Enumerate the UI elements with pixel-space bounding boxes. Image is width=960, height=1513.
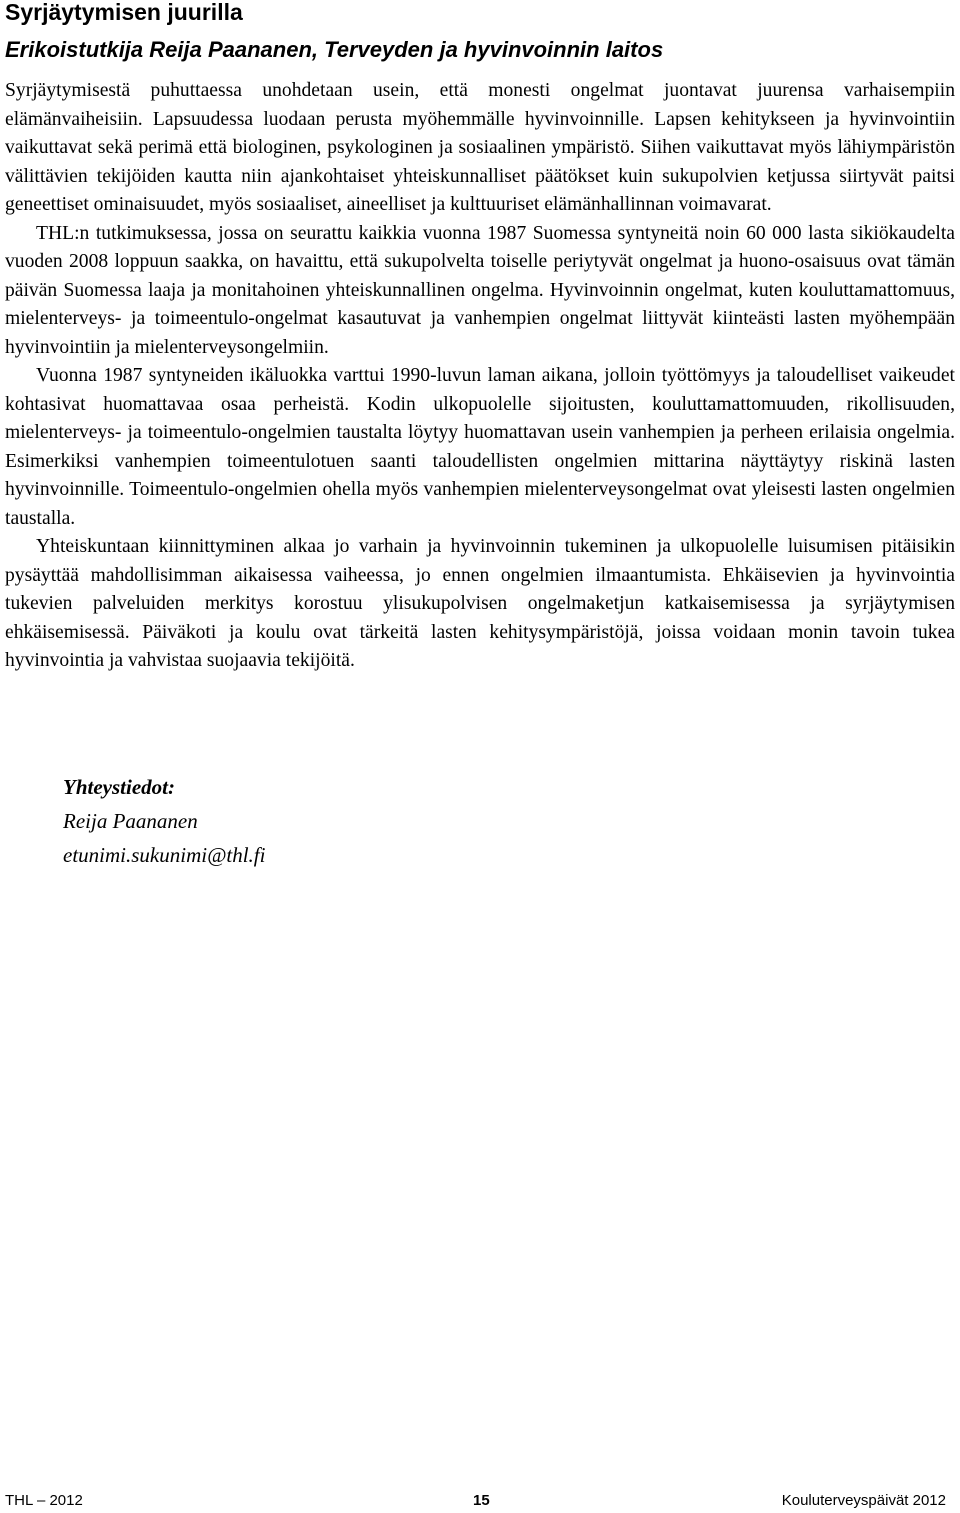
contact-name: Reija Paananen — [63, 809, 198, 833]
footer-event: Kouluterveyspäivät 2012 — [781, 1492, 946, 1509]
paragraph-intro: Syrjäytymisestä puhuttaessa unohdetaan usein, että monesti ongelmat juontavat juurensa varhaisempiin elämänvaiheisiin. Lapsuudessa luodaan perusta myöhemmälle hyvinvoinnille. Lapsen kehitykseen ja hyvinvointiin vaikuttavat sekä perimä että biologinen, psykologinen ja sosiaalinen ympäristö. Siihen vaikuttavat myös lähiympäristön välittävien tekijöiden kautta niin ajankohtaiset yhteiskunnalliset päätökset kuin sukupolvien ketjussa siirtyvät paitsi geneettiset ominaisuudet, myös sosiaaliset, aineelliset ja kulttuuriset elämänhallinnan voimavarat. — [5, 80, 955, 215]
page-footer — [5, 1491, 946, 1511]
paragraph-research: THL:n tutkimuksessa, jossa on seurattu kaikkia vuonna 1987 Suomessa syntyneitä noin 60 000 lasta sikiökaudelta vuoden 2008 loppuun saakka, on havaittu, että sukupolvelta toiselle periytyvät ongelmat ja huono-osaisuus ovat tämän päivän Suomessa laaja ja monitahoinen yhteiskunnallinen ongelma. Hyvinvoinnin ongelmat, kuten kouluttamattomuus, mielenterveys- ja toimeentulo-ongelmat kasautuvat ja vanhempien ongelmat liittyvät kiinteästi lasten myöhempään hyvinvointiin ja mielenterveysongelmiin. — [5, 222, 955, 358]
page-number: 15 — [473, 1492, 490, 1509]
page-title: Syrjäytymisen juurilla — [5, 0, 243, 25]
author-subtitle: Erikoistutkija Reija Paananen, Terveyden ja hyvinvoinnin laitos — [5, 37, 664, 62]
footer-publisher: THL – 2012 — [5, 1492, 83, 1509]
paragraph-prevention: Yhteiskuntaan kiinnittyminen alkaa jo varhain ja hyvinvoinnin tukeminen ja ulkopuolelle luisumisen pitäisikin pysäyttää mahdollisimman aikaisessa vaiheessa, jo ennen ongelmien ilmaantumista. Ehkäisevien ja hyvinvointia tukevien palveluiden merkitys korostuu ylisukupolvisen ongelmaketjun katkaisemisessa ja syrjäytymisen ehkäisemisessä. Päiväkoti ja koulu ovat tärkeitä lasten kehitysympäristöjä, joissa voidaan monin tavoin tukea hyvinvointia ja vahvistaa suojaavia tekijöitä. — [5, 536, 955, 671]
contact-block — [63, 770, 265, 872]
contact-title: Yhteystiedot: — [63, 775, 175, 799]
article-body — [5, 77, 955, 676]
contact-email: etunimi.sukunimi@thl.fi — [63, 843, 266, 867]
paragraph-cohort: Vuonna 1987 syntyneiden ikäluokka varttui 1990-luvun laman aikana, jolloin työttömyys ja taloudelliset vaikeudet kohtasivat huomattavaa osaa perheistä. Kodin ulkopuolelle sijoitusten, kouluttamattomuuden, rikollisuuden, mielenterveys- ja toimeentulo-ongelmien taustalta löytyy huomattavan usein vanhempien ja perheen erilaisia ongelmia. Esimerkiksi vanhempien toimeentulotuen saanti taloudellisten ongelmien mittarina näyttäytyy riskinä lasten hyvinvoinnille. Toimeentulo-ongelmien ohella myös vanhempien mielenterveysongelmat ovat yleisesti lasten ongelmien taustalla. — [5, 365, 955, 529]
